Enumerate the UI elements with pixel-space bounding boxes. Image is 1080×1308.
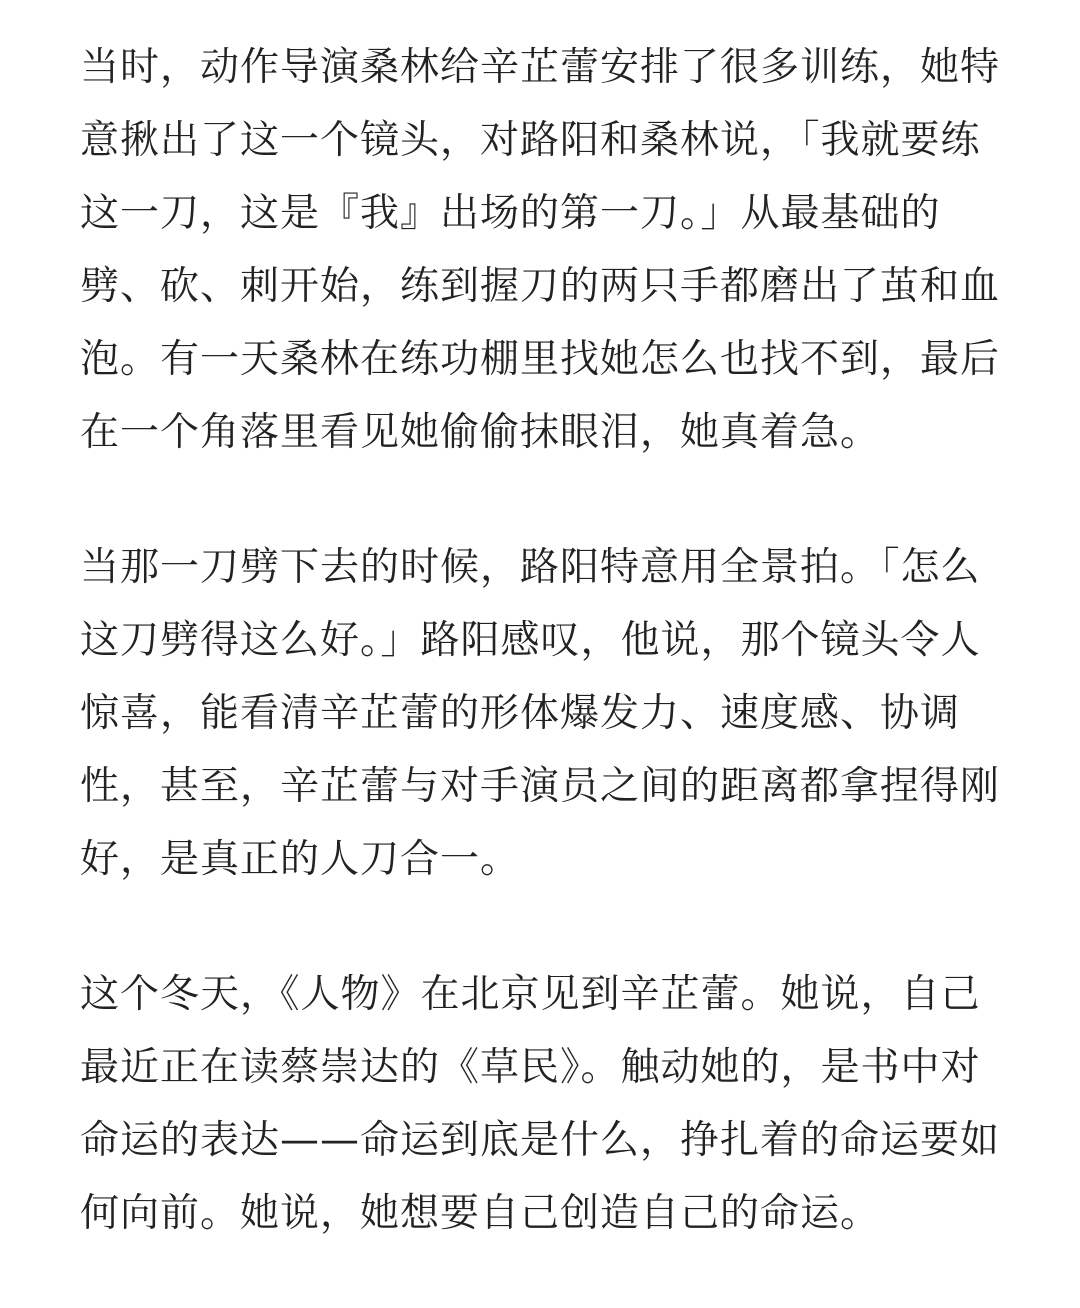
text-line: 劈、砍、刺开始，练到握刀的两只手都磨出了茧和血 [80, 264, 1001, 309]
text-line: 这个冬天，《人物》在北京见到辛芷蕾。她说，自己 [80, 972, 981, 1017]
text-line: 意揪出了这一个镜头，对路阳和桑林说，「我就要练 [80, 118, 981, 163]
paragraph-1 [80, 31, 1010, 469]
text-line: 这一刀，这是『我』出场的第一刀。」从最基础的 [80, 191, 941, 236]
text-line: 命运的表达——命运到底是什么，挣扎着的命运要如 [80, 1118, 1001, 1163]
text-line: 这刀劈得这么好。」路阳感叹，他说，那个镜头令人 [80, 618, 981, 663]
text-line: 性，甚至，辛芷蕾与对手演员之间的距离都拿捏得刚 [80, 764, 1001, 809]
paragraph-2 [80, 531, 1010, 896]
paragraph-3 [80, 958, 1010, 1250]
paragraph-spacer [80, 896, 1010, 958]
text-line: 何向前。她说，她想要自己创造自己的命运。 [80, 1191, 881, 1236]
text-line: 当时，动作导演桑林给辛芷蕾安排了很多训练，她特 [80, 45, 1001, 90]
text-line: 在一个角落里看见她偷偷抹眼泪，她真着急。 [80, 410, 881, 455]
article-body [80, 31, 1010, 1250]
text-line: 当那一刀劈下去的时候，路阳特意用全景拍。「怎么 [80, 545, 981, 590]
text-line: 泡。有一天桑林在练功棚里找她怎么也找不到，最后 [80, 337, 1001, 382]
paragraph-spacer [80, 469, 1010, 531]
text-line: 惊喜，能看清辛芷蕾的形体爆发力、速度感、协调 [80, 691, 961, 736]
text-line: 最近正在读蔡崇达的《草民》。触动她的，是书中对 [80, 1045, 981, 1090]
text-line: 好，是真正的人刀合一。 [80, 837, 521, 882]
